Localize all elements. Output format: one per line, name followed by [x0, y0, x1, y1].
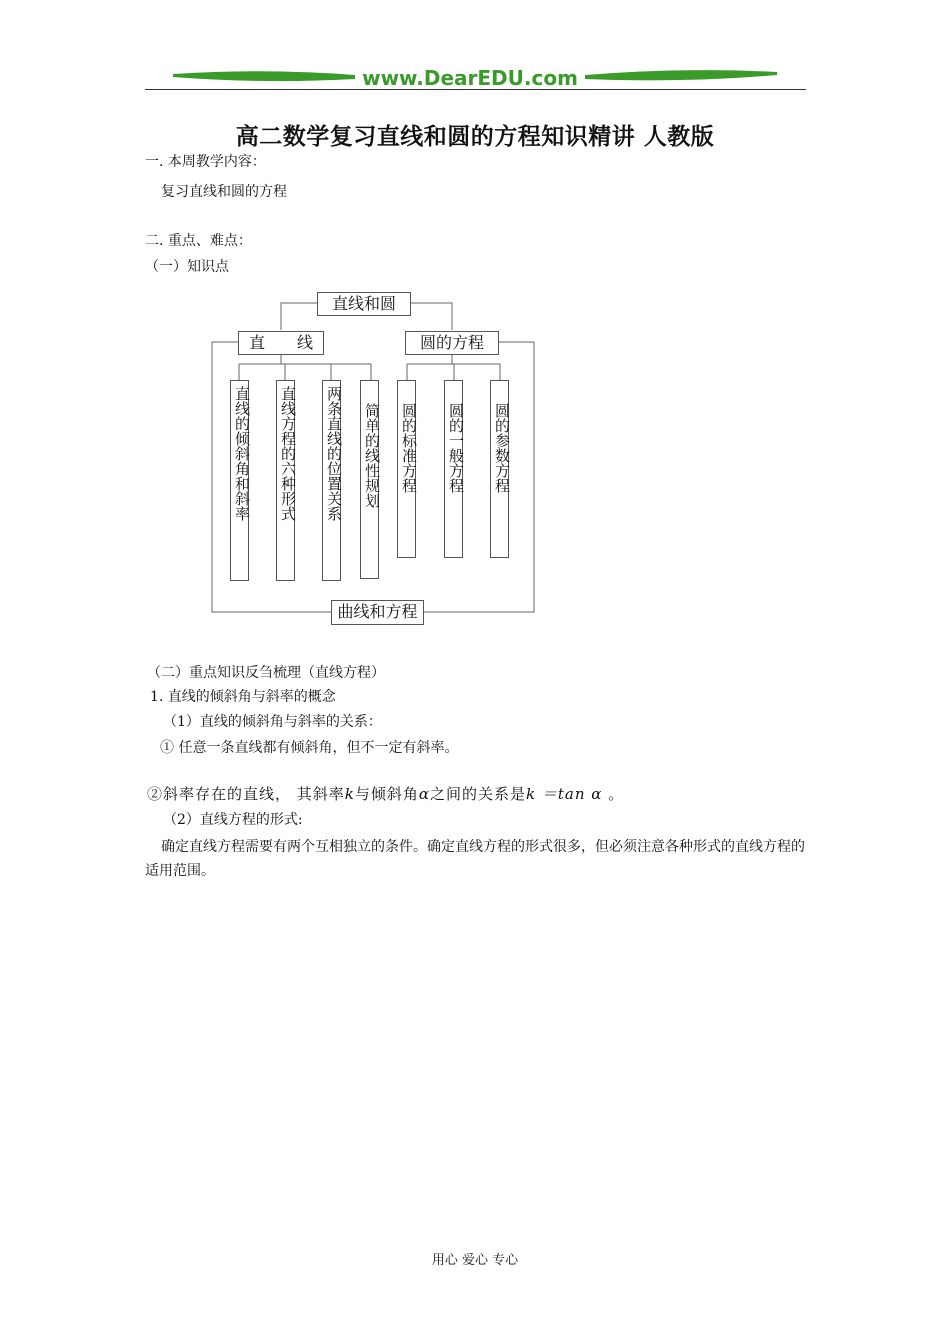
section1-content: 复习直线和圆的方程 — [161, 184, 287, 200]
section2-sub1: （一）知识点 — [145, 259, 229, 275]
formula-end: 。 — [608, 785, 625, 803]
node-inclination-slope — [230, 380, 249, 581]
site-banner — [145, 62, 807, 92]
node-circle-parametric — [490, 380, 509, 558]
node-line: 直 线 — [238, 331, 324, 355]
item1-2-heading: （2）直线方程的形式: — [163, 812, 303, 828]
section3-heading: （二）重点知识反刍梳理（直线方程） — [147, 665, 385, 681]
item1-1-heading: （1）直线的倾斜角与斜率的关系： — [163, 714, 382, 730]
node-line-positions — [322, 380, 341, 581]
item1-heading: 1. 直线的倾斜角与斜率的概念 — [150, 689, 336, 705]
formula-k: k — [344, 785, 355, 803]
node-circle-general-label: 圆的一般方程 — [447, 403, 465, 493]
formula-prefix: ②斜率存在的直线， 其斜率 — [147, 785, 345, 803]
node-line-forms — [276, 380, 295, 581]
slope-formula-line — [147, 783, 624, 804]
node-inclination-slope-label: 直线的倾斜角和斜率 — [233, 386, 251, 521]
formula-mid2: 之间的关系是 — [430, 785, 527, 803]
node-line-forms-label: 直线方程的六种形式 — [279, 386, 297, 521]
node-root: 直线和圆 — [317, 292, 411, 316]
node-circle-standard — [397, 380, 416, 558]
node-linear-programming-label: 简单的线性规划 — [363, 403, 381, 508]
node-circle-parametric-label: 圆的参数方程 — [493, 403, 511, 493]
node-linear-programming — [360, 380, 379, 579]
site-url: www.DearEDU.com — [362, 66, 578, 90]
formula-alpha: α — [418, 785, 431, 803]
header-rule — [145, 89, 806, 90]
section1-heading: 一. 本周教学内容： — [145, 154, 266, 170]
page-title: 高二数学复习直线和圆的方程知识精讲 人教版 — [235, 124, 715, 150]
node-circle: 圆的方程 — [405, 331, 499, 355]
formula-mid: 与倾斜角 — [354, 785, 419, 803]
node-circle-standard-label: 圆的标准方程 — [400, 403, 418, 493]
formula-equation: k ＝tan α — [526, 785, 603, 803]
point1-text: ① 任意一条直线都有倾斜角，但不一定有斜率。 — [160, 740, 459, 756]
section2-heading: 二. 重点、难点： — [145, 233, 252, 249]
paragraph-line-forms: 确定直线方程需要有两个互相独立的条件。确定直线方程的形式很多，但必须注意各种形式的直线方程的适用范围。 — [145, 839, 805, 879]
node-circle-general — [444, 380, 463, 558]
page-footer: 用心 爱心 专心 — [431, 1253, 519, 1268]
node-line-positions-label: 两条直线的位置关系 — [325, 386, 343, 521]
knowledge-diagram — [205, 288, 545, 633]
node-curve-equation: 曲线和方程 — [331, 600, 424, 625]
